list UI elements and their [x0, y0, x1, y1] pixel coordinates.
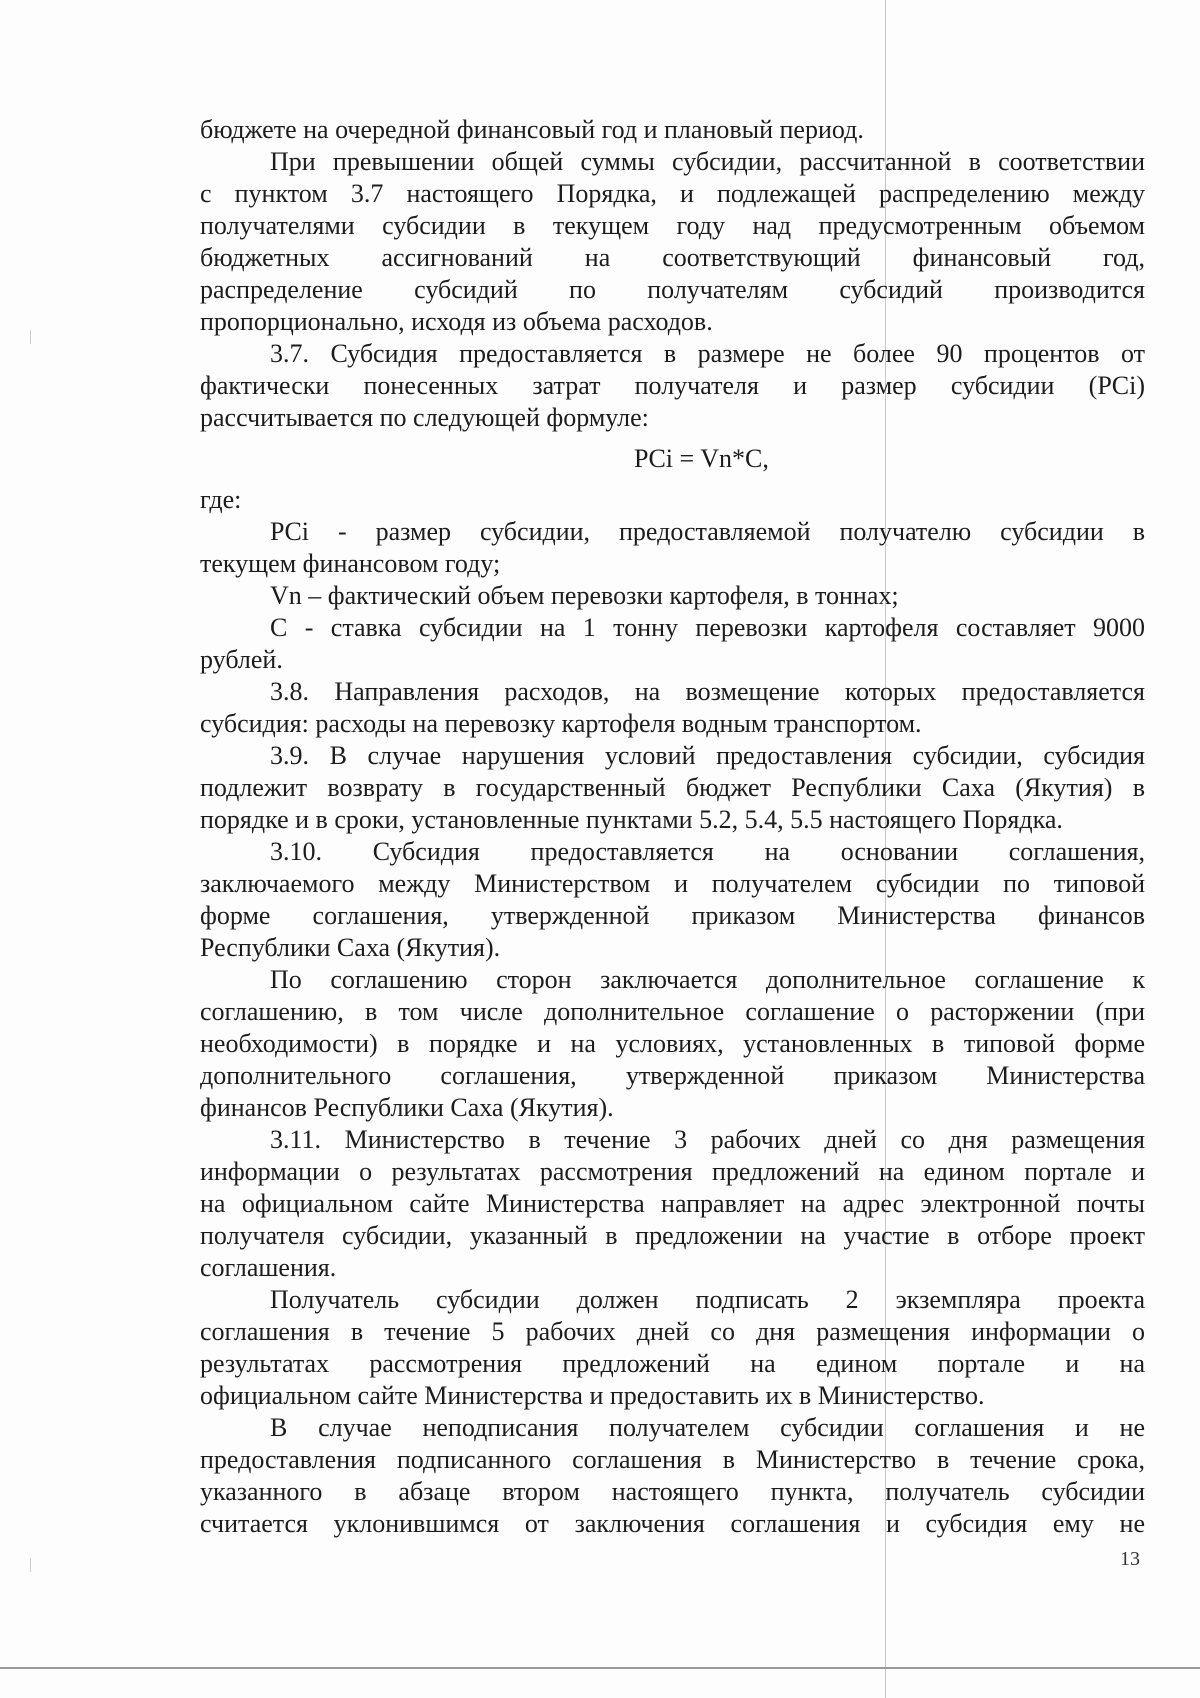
text-line: С - ставка субсидии на 1 тонну перевозки картофеля составляет 9000: [270, 613, 1145, 642]
text-line: результатах рассмотрения предложений на едином портале и на: [200, 1349, 1145, 1378]
text-line: субсидия: расходы на перевозку картофеля водным транспортом.: [200, 709, 922, 738]
text-line: 3.11. Министерство в течение 3 рабочих дней со дня размещения: [270, 1125, 1145, 1154]
text-block-after-formula: [200, 484, 1145, 1540]
text-line: на официальном сайте Министерства направляет на адрес электронной почты: [200, 1189, 1145, 1218]
text-line: соглашению, в том числе дополнительное соглашение о расторжении (при: [200, 997, 1145, 1026]
text-line: рублей.: [200, 645, 283, 674]
text-line: 3.7. Субсидия предоставляется в размере не более 90 процентов от: [270, 339, 1145, 368]
text-line: В случае неподписания получателем субсидии соглашения и не: [270, 1413, 1145, 1442]
text-line: 3.9. В случае нарушения условий предоставления субсидии, субсидия: [270, 741, 1145, 770]
text-line: форме соглашения, утвержденной приказом Министерства финансов: [200, 901, 1145, 930]
text-line: рассчитывается по следующей формуле:: [200, 403, 649, 432]
text-line: 3.10. Субсидия предоставляется на основании соглашения,: [270, 837, 1145, 866]
text-line: считается уклонившимся от заключения соглашения и субсидия ему не: [200, 1509, 1145, 1538]
text-line: Vn – фактический объем перевозки картофеля, в тоннах;: [270, 581, 899, 610]
text-line: подлежит возврату в государственный бюджет Республики Саха (Якутия) в: [200, 773, 1145, 802]
text-line: соглашения.: [200, 1253, 337, 1282]
text-line: 3.8. Направления расходов, на возмещение которых предоставляется: [270, 677, 1145, 706]
formula: PCi = Vn*C,: [634, 444, 769, 473]
text-line: Республики Саха (Якутия).: [200, 933, 501, 962]
text-line: распределение субсидий по получателям субсидий производится: [200, 275, 1145, 304]
text-line: официальном сайте Министерства и предоставить их в Министерство.: [200, 1381, 985, 1410]
margin-mark: [30, 1558, 31, 1572]
text-line: соглашения в течение 5 рабочих дней со дня размещения информации о: [200, 1317, 1145, 1346]
text-line: порядке и в сроки, установленные пунктами 5.2, 5.4, 5.5 настоящего Порядка.: [200, 805, 1063, 834]
text-line: дополнительного соглашения, утвержденной приказом Министерства: [200, 1061, 1145, 1090]
text-block-before-formula: [200, 114, 1145, 434]
text-line: получателями субсидии в текущем году над предусмотренным объемом: [200, 211, 1145, 240]
document-body: [200, 114, 1145, 1540]
text-line: с пунктом 3.7 настоящего Порядка, и подлежащей распределению между: [200, 179, 1145, 208]
text-line: где:: [200, 485, 242, 514]
text-line: получателя субсидии, указанный в предложении на участие в отборе проект: [200, 1221, 1145, 1250]
text-line: заключаемого между Министерством и получателем субсидии по типовой: [200, 869, 1145, 898]
page-number: 13: [1120, 1548, 1140, 1570]
text-line: предоставления подписанного соглашения в Министерство в течение срока,: [200, 1445, 1145, 1474]
text-line: фактически понесенных затрат получателя и размер субсидии (PCi): [200, 371, 1145, 400]
text-line: указанного в абзаце втором настоящего пункта, получатель субсидии: [200, 1477, 1145, 1506]
text-line: информации о результатах рассмотрения предложений на едином портале и: [200, 1157, 1145, 1186]
text-line: Получатель субсидии должен подписать 2 экземпляра проекта: [270, 1285, 1145, 1314]
text-line: финансов Республики Саха (Якутия).: [200, 1093, 614, 1122]
text-line: При превышении общей суммы субсидии, рассчитанной в соответствии: [270, 147, 1145, 176]
page-bottom-edge: [0, 1667, 1200, 1669]
text-line: пропорционально, исходя из объема расходов.: [200, 307, 713, 336]
text-line: бюджете на очередной финансовый год и плановый период.: [200, 115, 864, 144]
text-line: текущем финансовом году;: [200, 549, 501, 578]
text-line: необходимости) в порядке и на условиях, установленных в типовой форме: [200, 1029, 1145, 1058]
margin-mark: [30, 330, 31, 344]
text-line: бюджетных ассигнований на соответствующий финансовый год,: [200, 243, 1145, 272]
text-line: PCi - размер субсидии, предоставляемой получателю субсидии в: [270, 517, 1145, 546]
text-line: По соглашению сторон заключается дополнительное соглашение к: [270, 965, 1145, 994]
